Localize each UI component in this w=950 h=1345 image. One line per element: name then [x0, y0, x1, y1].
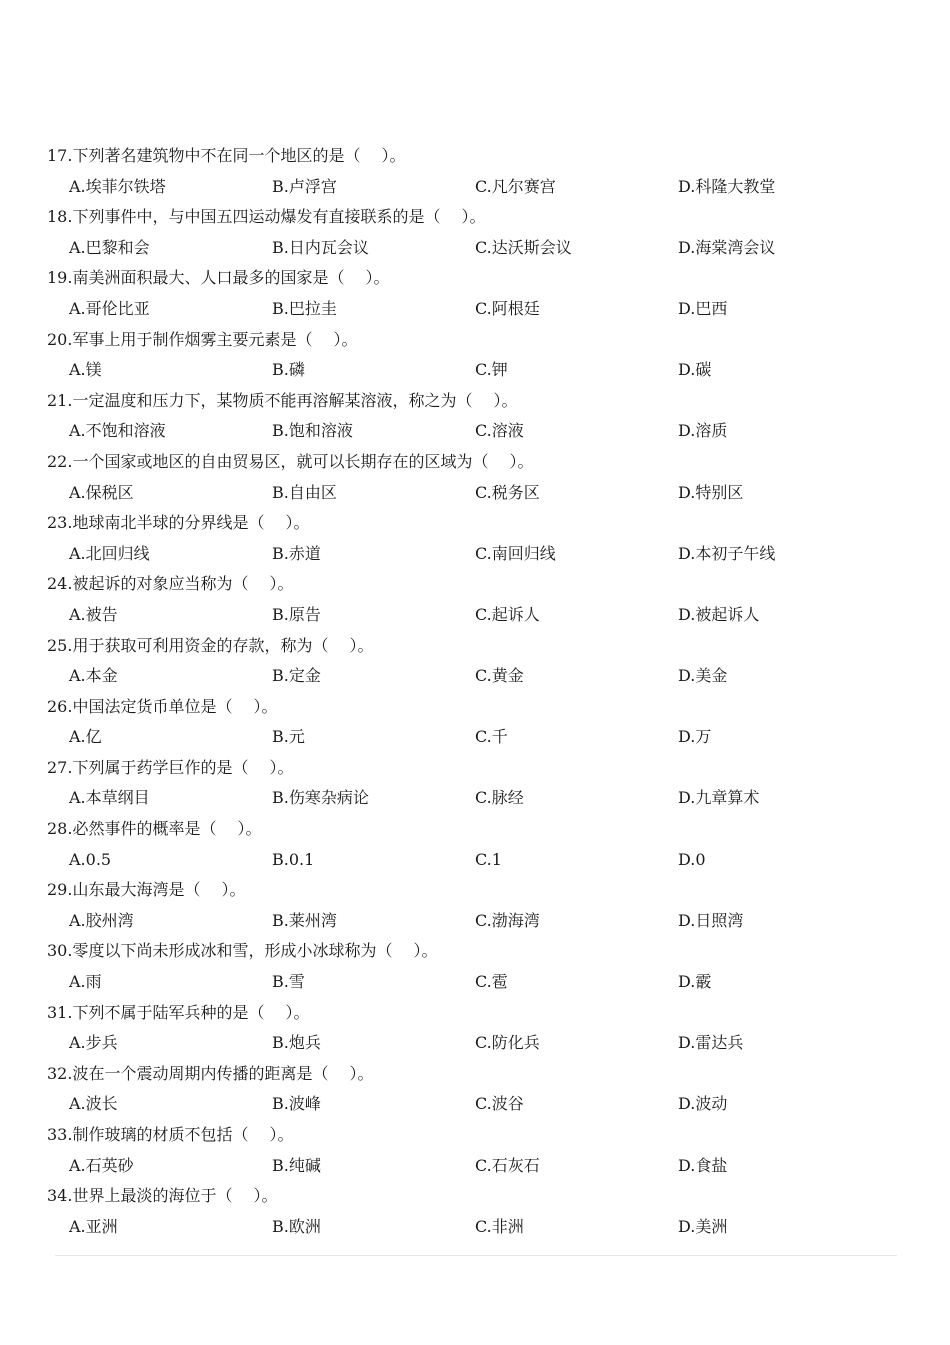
option-a: A.不饱和溶液 [69, 421, 166, 441]
option-a: A.被告 [69, 604, 118, 624]
option-d: D.本初子午线 [678, 543, 776, 563]
question-text: 32.波在一个震动周期内传播的距离是（ ）。 [47, 1063, 374, 1083]
option-a: A.石英砂 [69, 1155, 134, 1175]
question-text: 26.中国法定货币单位是（ ）。 [47, 696, 278, 716]
question-text: 21.一定温度和压力下，某物质不能再溶解某溶液，称之为（ ）。 [47, 390, 518, 410]
option-c: C.非洲 [475, 1216, 524, 1236]
option-d: D.溶质 [678, 421, 728, 441]
option-a: A.北回归线 [69, 543, 150, 563]
question-options [47, 172, 907, 203]
question-item [47, 875, 907, 936]
question-options [47, 722, 907, 753]
question-options [47, 967, 907, 998]
option-c: C.南回归线 [475, 543, 556, 563]
option-a: A.波长 [69, 1094, 118, 1114]
option-c: C.阿根廷 [475, 298, 540, 318]
option-b: B.炮兵 [272, 1033, 321, 1053]
option-d: D.0 [678, 849, 706, 869]
option-a: A.哥伦比亚 [69, 298, 150, 318]
option-b: B.0.1 [272, 849, 315, 869]
question-text: 24.被起诉的对象应当称为（ ）。 [47, 574, 294, 594]
option-a: A.镁 [69, 360, 102, 380]
option-b: B.纯碱 [272, 1155, 321, 1175]
question-text: 22.一个国家或地区的自由贸易区，就可以长期存在的区域为（ ）。 [47, 451, 534, 471]
question-options [47, 294, 907, 325]
option-d: D.波动 [678, 1094, 728, 1114]
question-item [47, 753, 907, 814]
option-a: A.本金 [69, 666, 118, 686]
question-options [47, 1151, 907, 1182]
option-d: D.食盐 [678, 1155, 728, 1175]
question-options [47, 233, 907, 264]
question-text: 31.下列不属于陆军兵种的是（ ）。 [47, 1002, 310, 1022]
option-c: C.起诉人 [475, 604, 540, 624]
option-d: D.被起诉人 [678, 604, 760, 624]
footer-divider [55, 1255, 897, 1256]
question-text: 25.用于获取可利用资金的存款，称为（ ）。 [47, 635, 374, 655]
option-b: B.饱和溶液 [272, 421, 353, 441]
question-text: 34.世界上最淡的海位于（ ）。 [47, 1186, 278, 1206]
question-text: 33.制作玻璃的材质不包括（ ）。 [47, 1125, 294, 1144]
question-item [47, 263, 907, 324]
question-item [47, 141, 907, 202]
option-a: A.亚洲 [69, 1216, 118, 1236]
question-text: 27.下列属于药学巨作的是（ ）。 [47, 757, 294, 777]
option-b: B.波峰 [272, 1094, 321, 1114]
option-a: A.胶州湾 [69, 910, 134, 930]
question-item [47, 569, 907, 630]
option-a: A.0.5 [69, 849, 112, 869]
option-d: D.科隆大教堂 [678, 176, 776, 196]
question-item [47, 998, 907, 1059]
question-text: 17.下列著名建筑物中不在同一个地区的是（ ）。 [47, 146, 406, 165]
option-a: A.本草纲目 [69, 788, 150, 808]
option-c: C.凡尔赛宫 [475, 176, 556, 196]
option-d: D.万 [678, 727, 712, 747]
question-text: 23.地球南北半球的分界线是（ ）。 [47, 513, 310, 533]
option-a: A.埃菲尔铁塔 [69, 176, 166, 196]
option-b: B.赤道 [272, 543, 321, 563]
option-c: C.雹 [475, 972, 508, 992]
question-item [47, 325, 907, 386]
option-c: C.溶液 [475, 421, 524, 441]
question-item [47, 936, 907, 997]
option-d: D.美金 [678, 666, 728, 686]
question-item [47, 692, 907, 753]
question-options [47, 783, 907, 814]
option-d: D.特别区 [678, 482, 744, 502]
option-c: C.脉经 [475, 788, 524, 808]
option-b: B.日内瓦会议 [272, 237, 369, 257]
option-b: B.卢浮宫 [272, 176, 337, 196]
question-text: 19.南美洲面积最大、人口最多的国家是（ ）。 [47, 268, 390, 288]
question-item [47, 1120, 907, 1181]
option-c: C.黄金 [475, 666, 524, 686]
option-b: B.莱州湾 [272, 910, 337, 930]
option-a: A.巴黎和会 [69, 237, 150, 257]
option-a: A.亿 [69, 727, 102, 747]
question-item [47, 631, 907, 692]
question-options [47, 478, 907, 509]
question-item [47, 386, 907, 447]
question-text: 30.零度以下尚未形成冰和雪，形成小冰球称为（ ）。 [47, 941, 438, 961]
option-b: B.定金 [272, 666, 321, 686]
option-a: A.步兵 [69, 1033, 118, 1053]
option-b: B.巴拉圭 [272, 298, 337, 318]
option-d: D.巴西 [678, 298, 728, 318]
option-a: A.雨 [69, 972, 102, 992]
question-item [47, 814, 907, 875]
question-options [47, 355, 907, 386]
option-c: C.石灰石 [475, 1155, 540, 1175]
option-b: B.雪 [272, 972, 305, 992]
option-d: D.雷达兵 [678, 1033, 744, 1053]
option-d: D.日照湾 [678, 910, 744, 930]
question-item [47, 202, 907, 263]
option-d: D.霰 [678, 972, 712, 992]
question-item [47, 1059, 907, 1120]
option-b: B.自由区 [272, 482, 337, 502]
option-c: C.防化兵 [475, 1033, 540, 1053]
question-options [47, 600, 907, 631]
option-c: C.达沃斯会议 [475, 237, 572, 257]
option-d: D.九章算术 [678, 788, 760, 808]
question-options [47, 845, 907, 876]
question-text: 28.必然事件的概率是（ ）。 [47, 819, 262, 839]
option-b: B.原告 [272, 604, 321, 624]
question-list [47, 141, 907, 1242]
option-c: C.千 [475, 727, 508, 747]
question-text: 18.下列事件中，与中国五四运动爆发有直接联系的是（ ）。 [47, 207, 486, 227]
question-item [47, 508, 907, 569]
option-c: C.钾 [475, 360, 508, 380]
option-d: D.美洲 [678, 1216, 728, 1236]
question-item [47, 1181, 907, 1242]
option-d: D.海棠湾会议 [678, 237, 776, 257]
option-b: B.欧洲 [272, 1216, 321, 1236]
option-c: C.1 [475, 849, 502, 869]
question-options [47, 1028, 907, 1059]
question-options [47, 1212, 907, 1243]
question-text: 20.军事上用于制作烟雾主要元素是（ ）。 [47, 329, 358, 349]
question-options [47, 661, 907, 692]
question-options [47, 416, 907, 447]
question-item [47, 447, 907, 508]
option-a: A.保税区 [69, 482, 134, 502]
option-b: B.元 [272, 727, 305, 747]
question-options [47, 906, 907, 937]
option-d: D.碳 [678, 360, 712, 380]
option-b: B.磷 [272, 360, 305, 380]
option-c: C.税务区 [475, 482, 540, 502]
question-text: 29.山东最大海湾是（ ）。 [47, 880, 246, 900]
option-b: B.伤寒杂病论 [272, 788, 369, 808]
question-options [47, 539, 907, 570]
option-c: C.波谷 [475, 1094, 524, 1114]
question-options [47, 1089, 907, 1120]
option-c: C.渤海湾 [475, 910, 540, 930]
